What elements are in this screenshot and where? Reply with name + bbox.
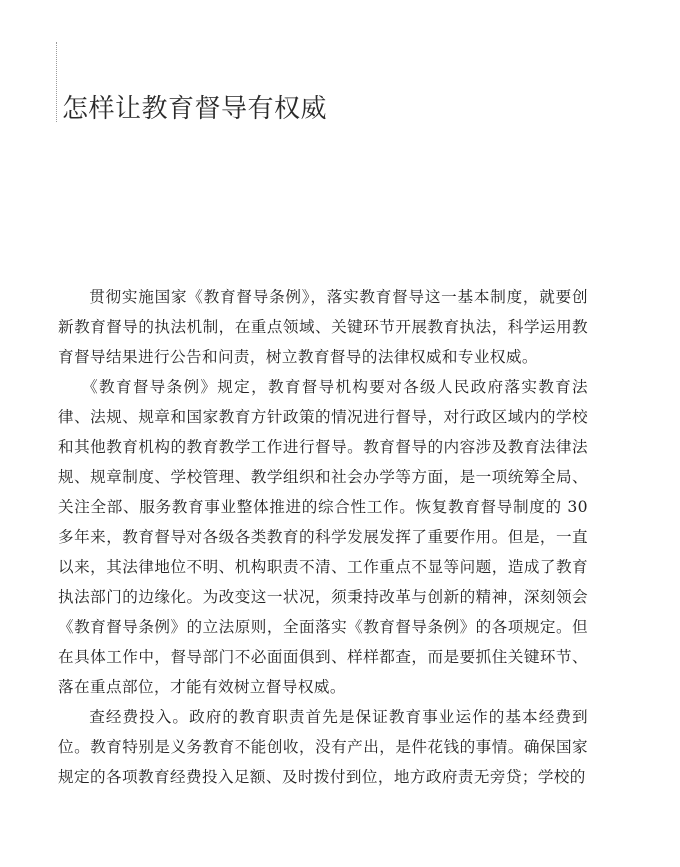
paragraph-3: 查经费投入。政府的教育职责首先是保证教育事业运作的基本经费到位。教育特别是义务教育不能创收，没有产出，是件花钱的事情。确保国家规定的各项教育经费投入足额、及时拨付到位，地方政府责无旁贷；学校的 <box>58 708 588 786</box>
paragraph-1: 贯彻实施国家《教育督导条例》，落实教育督导这一基本制度，就要创新教育督导的执法机制，在重点领域、关键环节开展教育执法，科学运用教育督导结果进行公告和问责，树立教育督导的法律权威和专业权威。 <box>58 288 588 366</box>
article-body <box>58 282 588 792</box>
article-title: 怎样让教育督导有权威 <box>62 94 328 124</box>
paragraph-2: 《教育督导条例》规定，教育督导机构要对各级人民政府落实教育法律、法规、规章和国家教育方针政策的情况进行督导，对行政区域内的学校和其他教育机构的教育教学工作进行督导。教育督导的内容涉及教育法律法规、规章制度、学校管理、教学组织和社会办学等方面，是一项统筹全局、关注全部、服务教育事业整体推进的综合性工作。恢复教育督导制度的 30 多年来，教育督导对各级各类教育的科学发展发挥了重要作用。但是，一直以来，其法律地位不明、机构职责不清、工作重点不显等问题，造成了教育执法部门的边缘化。为改变这一状况，须秉持改革与创新的精神，深刻领会《教育督导条例》的立法原则，全面落实《教育督导条例》的各项规定。但在具体工作中，督导部门不必面面俱到、样样都查，而是要抓住关键环节、落在重点部位，才能有效树立督导权威。 <box>58 378 588 696</box>
margin-dotted-rule <box>56 42 57 122</box>
